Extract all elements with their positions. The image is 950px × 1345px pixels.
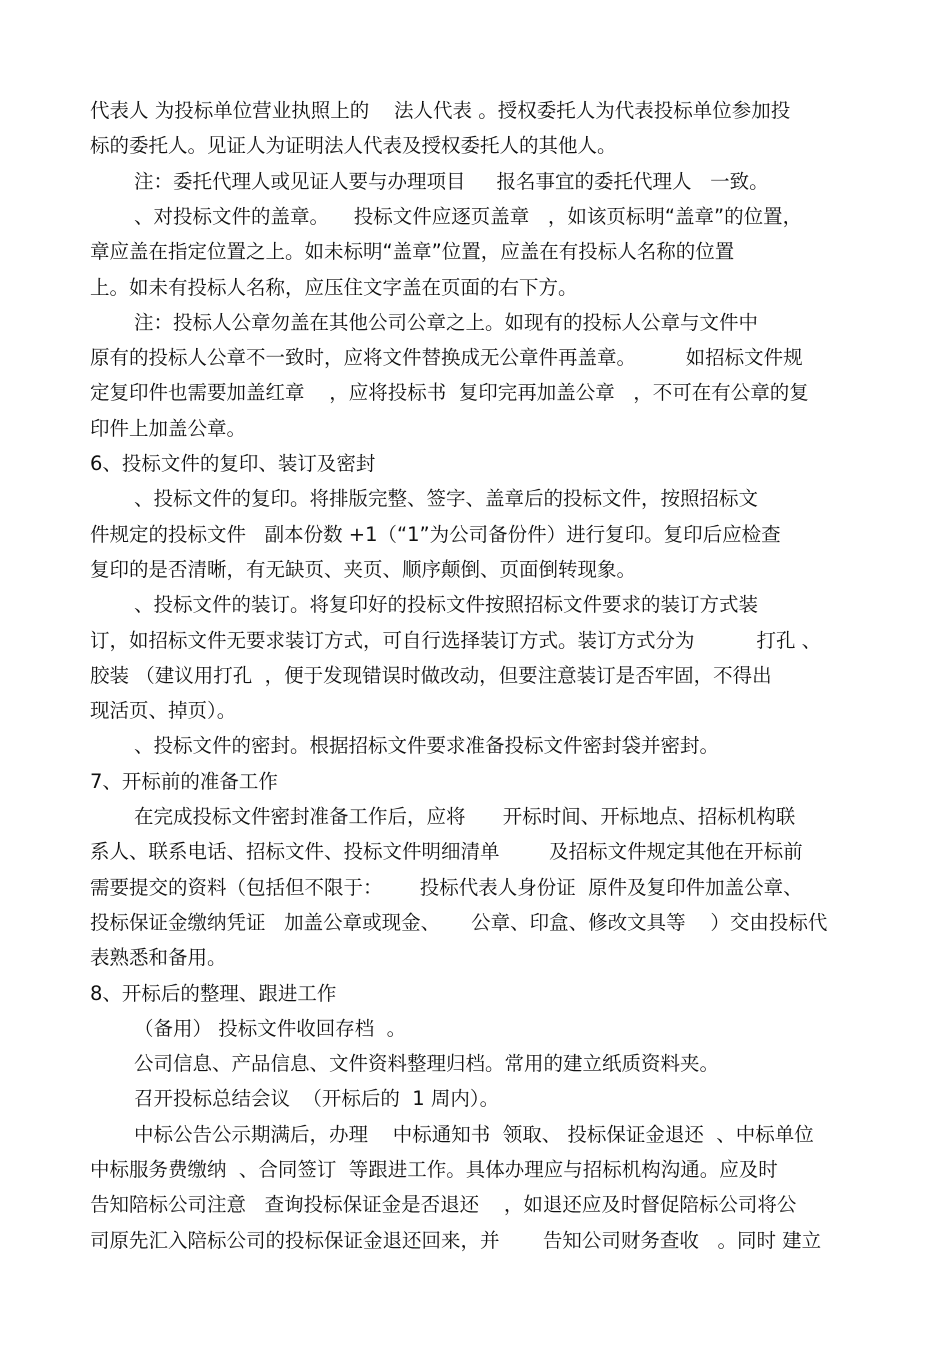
text-line: 在完成投标文件密封准备工作后，应将 开标时间、开标地点、招标机构联: [134, 805, 796, 828]
text-line: 注：委托代理人或见证人要与办理项目 报名事宜的委托代理人 一致。: [134, 170, 769, 193]
section-heading: 6、投标文件的复印、装订及密封: [90, 452, 376, 475]
text-line: 胶装 （建议用打孔 ，便于发现错误时做改动，但要注意装订是否牢固，不得出: [90, 664, 772, 687]
text-line: 表熟悉和备用。: [90, 946, 227, 969]
text-line: 、投标文件的装订。将复印好的投标文件按照招标文件要求的装订方式装: [134, 593, 759, 616]
text-line: 件规定的投标文件 副本份数 +1（“1”为公司备份件）进行复印。复印后应检查: [90, 523, 781, 546]
text-line: 中标公告公示期满后，办理 中标通知书 领取、 投标保证金退还 、中标单位: [134, 1123, 814, 1146]
text-line: 系人、联系电话、招标文件、投标文件明细清单 及招标文件规定其他在开标前: [90, 840, 803, 863]
text-line: 上。如未有投标人名称，应压住文字盖在页面的右下方。: [90, 276, 578, 299]
text-line: 印件上加盖公章。: [90, 417, 247, 440]
text-line: 定复印件也需要加盖红章 ，应将投标书 复印完再加盖公章 ，不可在有公章的复: [90, 381, 809, 404]
text-line: 章应盖在指定位置之上。如未标明“盖章”位置，应盖在有投标人名称的位置: [90, 240, 735, 263]
text-line: 投标保证金缴纳凭证 加盖公章或现金、 公章、印盒、修改文具等 ）交由投标代: [90, 911, 828, 934]
text-line: 、投标文件的复印。将排版完整、签字、盖章后的投标文件，按照招标文: [134, 487, 759, 510]
text-line: 召开投标总结会议 （开标后的 1 周内）。: [134, 1087, 500, 1110]
text-line: 现活页、掉页）。: [90, 699, 237, 722]
text-line: 标的委托人。见证人为证明法人代表及授权委托人的其他人。: [90, 134, 617, 157]
text-line: 公司信息、产品信息、文件资料整理归档。常用的建立纸质资料夹。: [134, 1052, 720, 1075]
section-heading: 7、开标前的准备工作: [90, 770, 278, 793]
text-line: 告知陪标公司注意 查询投标保证金是否退还 ，如退还应及时督促陪标公司将公: [90, 1193, 797, 1216]
text-line: 代表人 为投标单位营业执照上的 法人代表 。授权委托人为代表投标单位参加投: [90, 99, 791, 122]
text-line: 原有的投标人公章不一致时，应将文件替换成无公章件再盖章。 如招标文件规: [90, 346, 803, 369]
section-heading: 8、开标后的整理、跟进工作: [90, 982, 337, 1005]
text-line: 司原先汇入陪标公司的投标保证金退还回来，并 告知公司财务查收 。同时 建立: [90, 1229, 822, 1252]
text-line: 、对投标文件的盖章。 投标文件应逐页盖章 ，如该页标明“盖章”的位置，: [134, 205, 803, 228]
text-line: 复印的是否清晰，有无缺页、夹页、顺序颠倒、页面倒转现象。: [90, 558, 637, 581]
text-line: 、投标文件的密封。根据招标文件要求准备投标文件密封袋并密封。: [134, 734, 720, 757]
text-line: （备用） 投标文件收回存档 。: [134, 1017, 407, 1040]
text-line: 订，如招标文件无要求装订方式，可自行选择装订方式。装订方式分为 打孔 、: [90, 629, 822, 652]
text-line: 需要提交的资料（包括但不限于： 投标代表人身份证 原件及复印件加盖公章、: [90, 876, 803, 899]
text-line: 注：投标人公章勿盖在其他公司公章之上。如现有的投标人公章与文件中: [134, 311, 759, 334]
text-line: 中标服务费缴纳 、合同签订 等跟进工作。具体办理应与招标机构沟通。应及时: [90, 1158, 778, 1181]
